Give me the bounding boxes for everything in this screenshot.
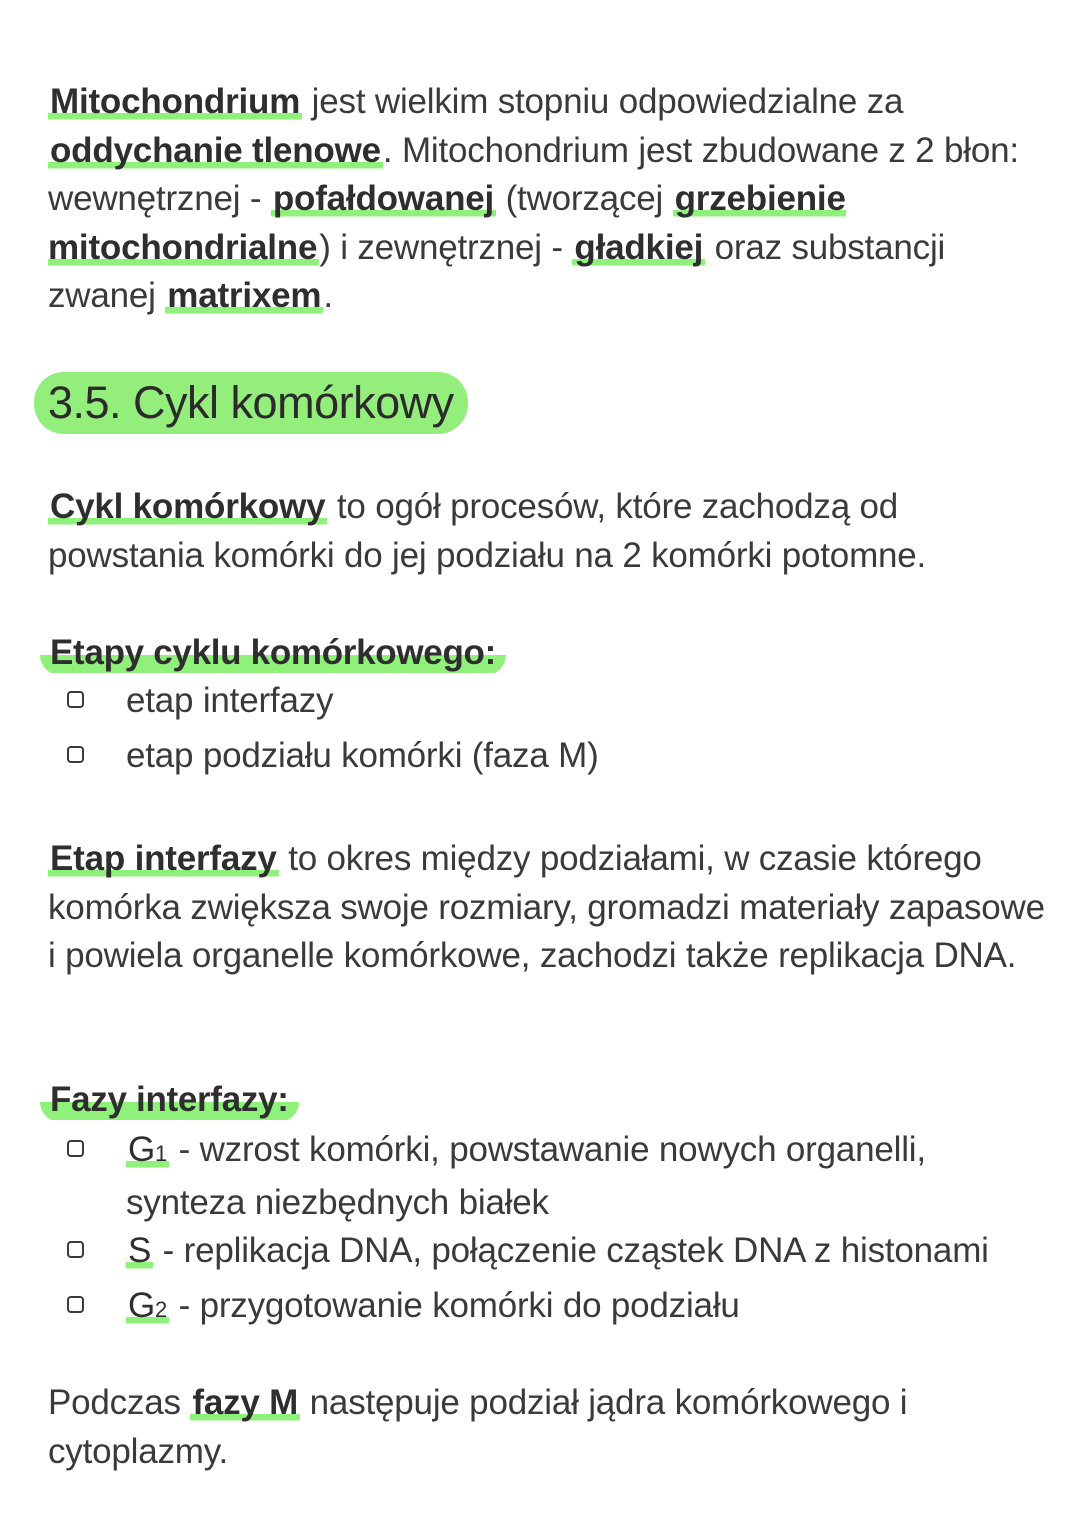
keyword-gladkiej: gładkiej [574,227,704,267]
checkbox-bullet-icon [67,691,84,708]
stages-heading-text: Etapy cyklu komórkowego: [40,631,506,675]
cycle-definition-paragraph: Cykl komórkowy to ogół procesów, które zachodzą od powstania komórki do jej podziału na 2 komórki potomne. [48,487,927,575]
keyword-etap-interfazy: Etap interfazy [50,839,277,878]
keyword-oddychanie-tlenowe: oddychanie tlenowe [50,130,381,170]
checkbox-bullet-icon [67,1140,84,1157]
keyword-fazy-m: fazy M [192,1383,299,1422]
phase-label-s: S [128,1231,152,1270]
keyword-mitochondrium: Mitochondrium [50,82,301,121]
stages-heading [40,631,506,675]
keyword-pofaldowanej: pofałdowanej [272,179,495,218]
checkbox-bullet-icon [67,746,84,763]
list-item: etap interfazy [0,677,1026,726]
list-item: G2 - przygotowanie komórki do podziału [0,1282,1026,1335]
phases-heading [40,1078,299,1122]
stages-list [0,677,1026,786]
list-item: G1 - wzrost komórki, powstawanie nowych organelli, synteza niezbędnych białek [0,1126,1026,1227]
list-item: etap podziału komórki (faza M) [0,732,1026,781]
list-item: S - replikacja DNA, połączenie cząstek DNA z histonami [0,1227,1026,1276]
checkbox-bullet-icon [67,1296,84,1313]
phase-label-g2: G2 [128,1285,168,1325]
section-heading-text: 3.5. Cykl komórkowy [34,372,468,434]
phases-list [0,1126,1026,1334]
phases-heading-text: Fazy interfazy: [40,1078,299,1122]
interphase-definition-paragraph: Etap interfazy to okres między podziałami, w czasie którego komórka zwiększa swoje rozmiary, gromadzi materiały zapasowe i powiela organelle komórkowe, zachodzi także replikacja DNA. [48,839,1045,975]
keyword-cykl-komorkowy: Cykl komórkowy [50,487,326,526]
m-phase-paragraph: Podczas fazy M następuje podział jądra komórkowego i cytoplazmy. [48,1383,908,1471]
checkbox-bullet-icon [67,1241,84,1258]
section-heading [34,372,468,434]
keyword-matrixem: matrixem [167,276,322,315]
mitochondrium-paragraph: Mitochondrium jest wielkim stopniu odpowiedzialne za oddychanie tlenowe. Mitochondrium jest zbudowane z 2 błon: wewnętrznej - pofałdowanej (tworzącej grzebienie mitochondrialne) i zewnętrznej - gładkiej oraz substancji zwanej matrixem. [48,82,1019,315]
keyword-grzebienie-mitochondrialne: grzebienie mitochondrialne [48,179,846,267]
phase-label-g1: G1 [128,1130,168,1169]
